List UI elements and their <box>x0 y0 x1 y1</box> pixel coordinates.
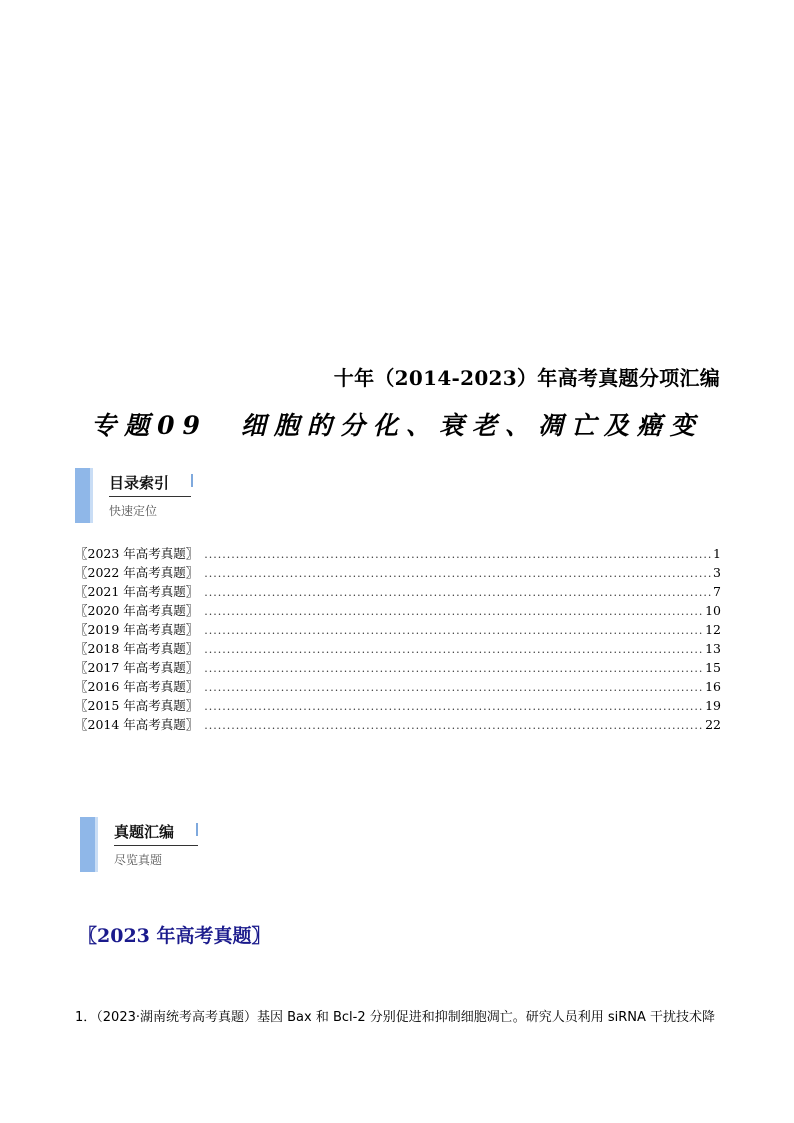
questions-section-subtitle: 尽览真题 <box>114 853 163 867</box>
toc-leader-dots <box>204 719 703 732</box>
section-underline <box>109 496 191 497</box>
toc-page-number: 19 <box>705 698 721 713</box>
toc-entry-label: 〖2019 年高考真题〗 <box>75 622 199 637</box>
toc-page-number: 16 <box>705 679 721 694</box>
toc-section-title: 目录索引 <box>109 474 170 492</box>
toc-page-number: 10 <box>705 603 721 618</box>
year-heading: 〖2023 年高考真题〗 <box>78 925 271 947</box>
table-of-contents <box>75 544 721 734</box>
toc-entry-label: 〖2023 年高考真题〗 <box>75 546 199 561</box>
toc-entry[interactable] <box>75 601 721 620</box>
toc-entry[interactable] <box>75 563 721 582</box>
toc-leader-dots <box>204 548 711 561</box>
section-bar-decoration <box>75 468 90 523</box>
toc-entry[interactable] <box>75 677 721 696</box>
toc-entry-label: 〖2022 年高考真题〗 <box>75 565 199 580</box>
toc-entry[interactable] <box>75 715 721 734</box>
toc-page-number: 12 <box>705 622 721 637</box>
toc-leader-dots <box>204 605 703 618</box>
toc-section-subtitle: 快速定位 <box>109 504 158 518</box>
toc-entry-label: 〖2016 年高考真题〗 <box>75 679 199 694</box>
toc-leader-dots <box>204 586 711 599</box>
toc-entry[interactable] <box>75 544 721 563</box>
series-title: 十年（2014-2023）年高考真题分项汇编 <box>333 366 720 390</box>
toc-page-number: 3 <box>713 565 721 580</box>
toc-leader-dots <box>204 700 703 713</box>
toc-leader-dots <box>204 662 703 675</box>
toc-leader-dots <box>204 681 703 694</box>
questions-section-header <box>80 817 220 872</box>
toc-page-number: 22 <box>705 717 721 732</box>
toc-entry-label: 〖2018 年高考真题〗 <box>75 641 199 656</box>
toc-entry[interactable] <box>75 658 721 677</box>
toc-entry-label: 〖2021 年高考真题〗 <box>75 584 199 599</box>
toc-leader-dots <box>204 624 703 637</box>
toc-entry-label: 〖2015 年高考真题〗 <box>75 698 199 713</box>
toc-entry-label: 〖2017 年高考真题〗 <box>75 660 199 675</box>
toc-entry[interactable] <box>75 582 721 601</box>
toc-entry-label: 〖2020 年高考真题〗 <box>75 603 199 618</box>
toc-page-number: 7 <box>713 584 721 599</box>
toc-page-number: 13 <box>705 641 721 656</box>
toc-leader-dots <box>204 567 711 580</box>
toc-leader-dots <box>204 643 703 656</box>
questions-section-title: 真题汇编 <box>114 823 175 841</box>
toc-entry[interactable] <box>75 639 721 658</box>
toc-entry[interactable] <box>75 696 721 715</box>
toc-page-number: 15 <box>705 660 721 675</box>
toc-entry-label: 〖2014 年高考真题〗 <box>75 717 199 732</box>
question-text: 1．（2023·湖南统考高考真题）基因 Bax 和 Bcl-2 分别促进和抑制细胞凋亡。研究人员利用 siRNA 干扰技术降 <box>75 1010 716 1025</box>
section-tick-decoration <box>196 823 198 836</box>
section-bar-decoration <box>80 817 95 872</box>
section-tick-decoration <box>191 474 193 487</box>
toc-page-number: 1 <box>713 546 721 561</box>
topic-title: 专题09 细胞的分化、衰老、凋亡及癌变 <box>91 411 703 440</box>
toc-entry[interactable] <box>75 620 721 639</box>
toc-section-header <box>75 468 215 523</box>
section-underline <box>114 845 198 846</box>
